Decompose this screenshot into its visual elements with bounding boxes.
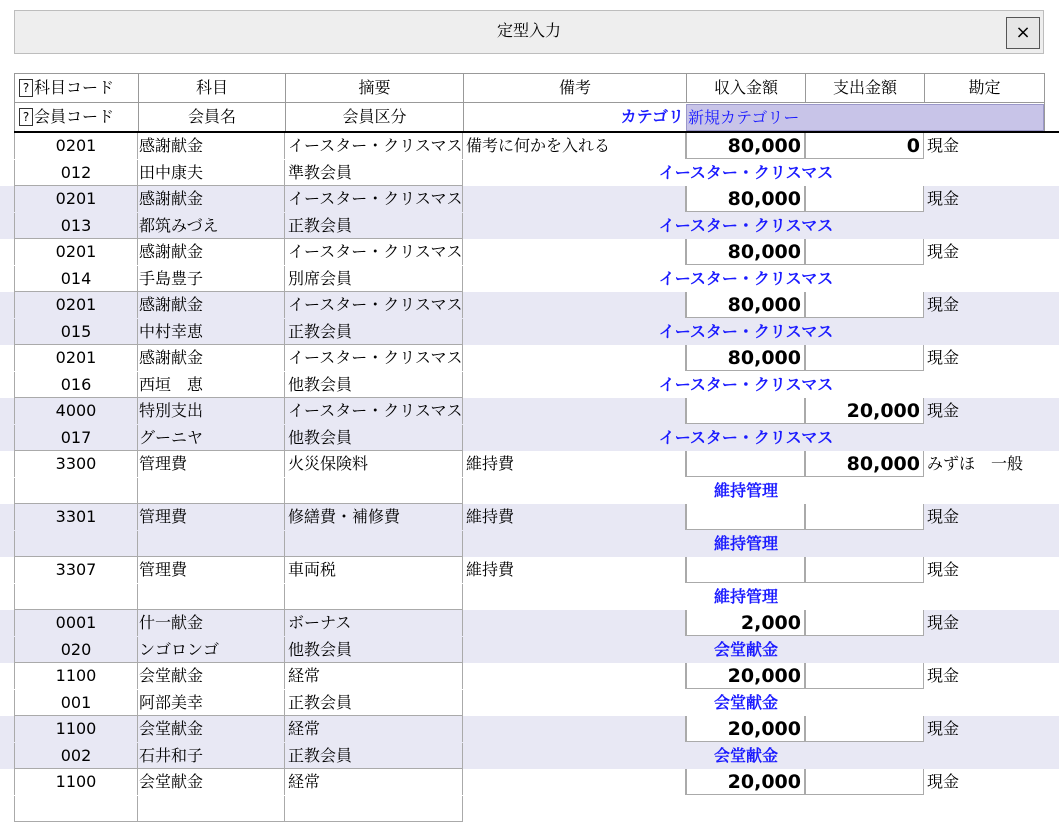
entry-kanjo-cell[interactable]: 現金: [924, 292, 1045, 318]
entry-row[interactable]: [0, 239, 1059, 266]
entry-income-cell[interactable]: [686, 504, 805, 530]
entry-expense-cell[interactable]: [805, 345, 924, 371]
entry-account-cell[interactable]: 感謝献金: [138, 186, 285, 212]
entry-code-cell[interactable]: 3300: [14, 451, 138, 477]
category-label: カテゴリ: [464, 103, 686, 132]
entry-income-cell[interactable]: 80,000: [686, 292, 805, 318]
entry-row[interactable]: [0, 345, 1059, 372]
member-code-cell[interactable]: 013: [14, 213, 138, 239]
entry-summary-cell[interactable]: ボーナス: [285, 610, 463, 636]
member-type-cell[interactable]: 別席会員: [285, 266, 463, 292]
member-name-cell[interactable]: ンゴロンゴ: [138, 637, 285, 663]
entry-note-cell[interactable]: 維持費: [463, 451, 686, 477]
entry-account-cell[interactable]: 会堂献金: [138, 716, 285, 742]
entry-note-cell[interactable]: [463, 186, 686, 212]
member-code-cell[interactable]: 017: [14, 425, 138, 451]
category-cell[interactable]: イースター・クリスマス: [463, 319, 1029, 345]
entry-account-cell[interactable]: 感謝献金: [138, 133, 285, 159]
entry-kanjo-cell[interactable]: 現金: [924, 663, 1045, 689]
entry-code-cell[interactable]: 1100: [14, 663, 138, 689]
entry-kanjo-cell[interactable]: みずほ 一般: [924, 451, 1045, 477]
member-row[interactable]: [0, 425, 1059, 452]
entry-row[interactable]: [0, 292, 1059, 319]
entry-row[interactable]: [0, 769, 1059, 796]
entry-expense-cell[interactable]: [805, 504, 924, 530]
entry-expense-cell[interactable]: 0: [805, 133, 924, 159]
member-type-cell[interactable]: 他教会員: [285, 637, 463, 663]
entry-note-cell[interactable]: [463, 292, 686, 318]
entry-row[interactable]: [0, 610, 1059, 637]
header-account[interactable]: 科目: [139, 74, 286, 103]
member-name-cell[interactable]: [138, 584, 285, 610]
entry-code-cell[interactable]: 0001: [14, 610, 138, 636]
entry-note-cell[interactable]: 維持費: [463, 504, 686, 530]
entry-account-cell[interactable]: 管理費: [138, 451, 285, 477]
entry-table: [0, 133, 1059, 779]
member-name-cell[interactable]: [138, 796, 285, 822]
entry-income-cell[interactable]: [686, 557, 805, 583]
member-type-cell[interactable]: [285, 796, 463, 822]
member-type-cell[interactable]: 正教会員: [285, 319, 463, 345]
member-row[interactable]: [0, 266, 1059, 293]
header-expense[interactable]: 支出金額: [806, 74, 925, 103]
entry-income-cell[interactable]: 20,000: [686, 716, 805, 742]
member-row[interactable]: [0, 160, 1059, 187]
member-code-cell[interactable]: [14, 796, 138, 822]
entry-row[interactable]: [0, 504, 1059, 531]
header-kanjo[interactable]: 勘定: [925, 74, 1044, 103]
header-row-1: [15, 74, 1044, 103]
member-row[interactable]: [0, 213, 1059, 240]
entry-note-cell[interactable]: [463, 769, 686, 795]
entry-note-cell[interactable]: [463, 663, 686, 689]
category-cell[interactable]: [463, 796, 1029, 822]
header-account-code[interactable]: ? 科目コード: [15, 74, 139, 103]
entry-expense-cell[interactable]: [805, 239, 924, 265]
entry-expense-cell[interactable]: [805, 769, 924, 795]
entry-row[interactable]: [0, 663, 1059, 690]
member-code-cell[interactable]: [14, 478, 138, 504]
member-name-cell[interactable]: 田中康夫: [138, 160, 285, 186]
entry-row[interactable]: [0, 186, 1059, 213]
entry-summary-cell[interactable]: 経常: [285, 663, 463, 689]
header-income[interactable]: 収入金額: [687, 74, 806, 103]
category-cell[interactable]: イースター・クリスマス: [463, 160, 1029, 186]
entry-code-cell[interactable]: 0201: [14, 186, 138, 212]
entry-code-cell[interactable]: 0201: [14, 292, 138, 318]
member-type-cell[interactable]: [285, 478, 463, 504]
entry-account-cell[interactable]: 感謝献金: [138, 239, 285, 265]
member-name-cell[interactable]: [138, 531, 285, 557]
entry-kanjo-cell[interactable]: 現金: [924, 504, 1045, 530]
entry-expense-cell[interactable]: [805, 186, 924, 212]
entry-note-cell[interactable]: [463, 398, 686, 424]
entry-income-cell[interactable]: [686, 398, 805, 424]
entry-kanjo-cell[interactable]: 現金: [924, 239, 1045, 265]
member-row[interactable]: [0, 690, 1059, 717]
member-code-cell[interactable]: 012: [14, 160, 138, 186]
member-name-cell[interactable]: 阿部美幸: [138, 690, 285, 716]
member-type-cell[interactable]: 正教会員: [285, 743, 463, 769]
entry-kanjo-cell[interactable]: 現金: [924, 557, 1045, 583]
member-row[interactable]: [0, 637, 1059, 664]
header-member-type[interactable]: 会員区分: [286, 103, 464, 132]
entry-income-cell[interactable]: 80,000: [686, 345, 805, 371]
entry-account-cell[interactable]: 管理費: [138, 504, 285, 530]
entry-note-cell[interactable]: 備考に何かを入れる: [463, 133, 686, 159]
entry-expense-cell[interactable]: [805, 557, 924, 583]
entry-expense-cell[interactable]: [805, 663, 924, 689]
member-code-cell[interactable]: 015: [14, 319, 138, 345]
member-row[interactable]: [0, 796, 1059, 822]
member-name-cell[interactable]: 都筑みづえ: [138, 213, 285, 239]
member-code-cell[interactable]: 020: [14, 637, 138, 663]
entry-note-cell[interactable]: [463, 345, 686, 371]
entry-summary-cell[interactable]: イースター・クリスマス: [285, 398, 463, 424]
entry-row[interactable]: [0, 451, 1059, 478]
entry-note-cell[interactable]: [463, 610, 686, 636]
entry-summary-cell[interactable]: イースター・クリスマス: [285, 133, 463, 159]
entry-expense-cell[interactable]: [805, 610, 924, 636]
entry-code-cell[interactable]: 3301: [14, 504, 138, 530]
category-cell[interactable]: 維持管理: [463, 584, 1029, 610]
entry-kanjo-cell[interactable]: 現金: [924, 345, 1045, 371]
entry-summary-cell[interactable]: 車両税: [285, 557, 463, 583]
entry-row[interactable]: [0, 716, 1059, 743]
member-name-cell[interactable]: 西垣 恵: [138, 372, 285, 398]
entry-expense-cell[interactable]: [805, 292, 924, 318]
member-row[interactable]: [0, 531, 1059, 558]
category-cell[interactable]: イースター・クリスマス: [463, 266, 1029, 292]
member-row[interactable]: [0, 319, 1059, 346]
entry-code-cell[interactable]: 0201: [14, 345, 138, 371]
entry-kanjo-cell[interactable]: 現金: [924, 716, 1045, 742]
entry-account-cell[interactable]: 会堂献金: [138, 663, 285, 689]
help-icon[interactable]: ?: [19, 108, 33, 126]
entry-account-cell[interactable]: 会堂献金: [138, 769, 285, 795]
member-type-cell[interactable]: 他教会員: [285, 372, 463, 398]
member-name-cell[interactable]: [138, 478, 285, 504]
entry-summary-cell[interactable]: イースター・クリスマス: [285, 239, 463, 265]
header-summary[interactable]: 摘要: [286, 74, 464, 103]
member-type-cell[interactable]: 正教会員: [285, 690, 463, 716]
window-title: 定型入力: [15, 11, 1043, 53]
entry-account-cell[interactable]: 感謝献金: [138, 292, 285, 318]
help-icon[interactable]: ?: [19, 79, 33, 97]
member-type-cell[interactable]: 正教会員: [285, 213, 463, 239]
member-name-cell[interactable]: 手島豊子: [138, 266, 285, 292]
entry-income-cell[interactable]: [686, 451, 805, 477]
entry-income-cell[interactable]: 2,000: [686, 610, 805, 636]
member-code-cell[interactable]: [14, 531, 138, 557]
entry-expense-cell[interactable]: [805, 716, 924, 742]
entry-summary-cell[interactable]: イースター・クリスマス: [285, 345, 463, 371]
category-input[interactable]: 新規カテゴリー: [686, 104, 1044, 131]
entry-summary-cell[interactable]: イースター・クリスマス: [285, 292, 463, 318]
entry-row[interactable]: [0, 398, 1059, 425]
entry-account-cell[interactable]: 特別支出: [138, 398, 285, 424]
header-member-code[interactable]: ? 会員コード: [15, 103, 139, 132]
entry-code-cell[interactable]: 1100: [14, 716, 138, 742]
column-header: [14, 73, 1045, 131]
member-row[interactable]: [0, 584, 1059, 611]
member-code-cell[interactable]: 001: [14, 690, 138, 716]
entry-summary-cell[interactable]: イースター・クリスマス: [285, 186, 463, 212]
header-row-2: [15, 103, 1044, 132]
entry-income-cell[interactable]: 80,000: [686, 239, 805, 265]
category-cell[interactable]: イースター・クリスマス: [463, 425, 1029, 451]
entry-code-cell[interactable]: 1100: [14, 769, 138, 795]
category-cell[interactable]: イースター・クリスマス: [463, 213, 1029, 239]
entry-expense-cell[interactable]: 80,000: [805, 451, 924, 477]
entry-summary-cell[interactable]: 経常: [285, 716, 463, 742]
category-cell[interactable]: イースター・クリスマス: [463, 372, 1029, 398]
header-note[interactable]: 備考: [464, 74, 687, 103]
member-row[interactable]: [0, 372, 1059, 399]
member-name-cell[interactable]: 石井和子: [138, 743, 285, 769]
member-row[interactable]: [0, 478, 1059, 505]
entry-expense-cell[interactable]: 20,000: [805, 398, 924, 424]
member-code-cell[interactable]: 014: [14, 266, 138, 292]
member-code-cell[interactable]: 016: [14, 372, 138, 398]
member-type-cell[interactable]: 準教会員: [285, 160, 463, 186]
header-member-name[interactable]: 会員名: [139, 103, 286, 132]
entry-note-cell[interactable]: [463, 716, 686, 742]
entry-note-cell[interactable]: [463, 239, 686, 265]
entry-summary-cell[interactable]: 経常: [285, 769, 463, 795]
category-cell[interactable]: 会堂献金: [463, 690, 1029, 716]
member-code-cell[interactable]: [14, 584, 138, 610]
window-titlebar: [14, 10, 1044, 54]
entry-summary-cell[interactable]: 火災保険料: [285, 451, 463, 477]
close-button[interactable]: ×: [1006, 17, 1040, 49]
entry-code-cell[interactable]: 4000: [14, 398, 138, 424]
entry-income-cell[interactable]: 20,000: [686, 769, 805, 795]
entry-kanjo-cell[interactable]: 現金: [924, 186, 1045, 212]
entry-row[interactable]: [0, 557, 1059, 584]
category-cell[interactable]: 維持管理: [463, 478, 1029, 504]
entry-kanjo-cell[interactable]: 現金: [924, 398, 1045, 424]
member-name-cell[interactable]: 中村幸恵: [138, 319, 285, 345]
entry-account-cell[interactable]: 管理費: [138, 557, 285, 583]
entry-account-cell[interactable]: 什一献金: [138, 610, 285, 636]
category-cell[interactable]: 会堂献金: [463, 637, 1029, 663]
member-type-cell[interactable]: [285, 531, 463, 557]
entry-summary-cell[interactable]: 修繕費・補修費: [285, 504, 463, 530]
member-code-cell[interactable]: 002: [14, 743, 138, 769]
entry-row[interactable]: [0, 133, 1059, 160]
entry-income-cell[interactable]: 80,000: [686, 186, 805, 212]
category-cell[interactable]: 維持管理: [463, 531, 1029, 557]
member-name-cell[interactable]: グーニヤ: [138, 425, 285, 451]
entry-code-cell[interactable]: 3307: [14, 557, 138, 583]
category-cell[interactable]: 会堂献金: [463, 743, 1029, 769]
entry-kanjo-cell[interactable]: 現金: [924, 610, 1045, 636]
entry-note-cell[interactable]: 維持費: [463, 557, 686, 583]
entry-income-cell[interactable]: 20,000: [686, 663, 805, 689]
member-type-cell[interactable]: [285, 584, 463, 610]
entry-kanjo-cell[interactable]: 現金: [924, 769, 1045, 795]
entry-code-cell[interactable]: 0201: [14, 133, 138, 159]
entry-kanjo-cell[interactable]: 現金: [924, 133, 1045, 159]
entry-income-cell[interactable]: 80,000: [686, 133, 805, 159]
entry-account-cell[interactable]: 感謝献金: [138, 345, 285, 371]
entry-code-cell[interactable]: 0201: [14, 239, 138, 265]
member-row[interactable]: [0, 743, 1059, 770]
member-type-cell[interactable]: 他教会員: [285, 425, 463, 451]
